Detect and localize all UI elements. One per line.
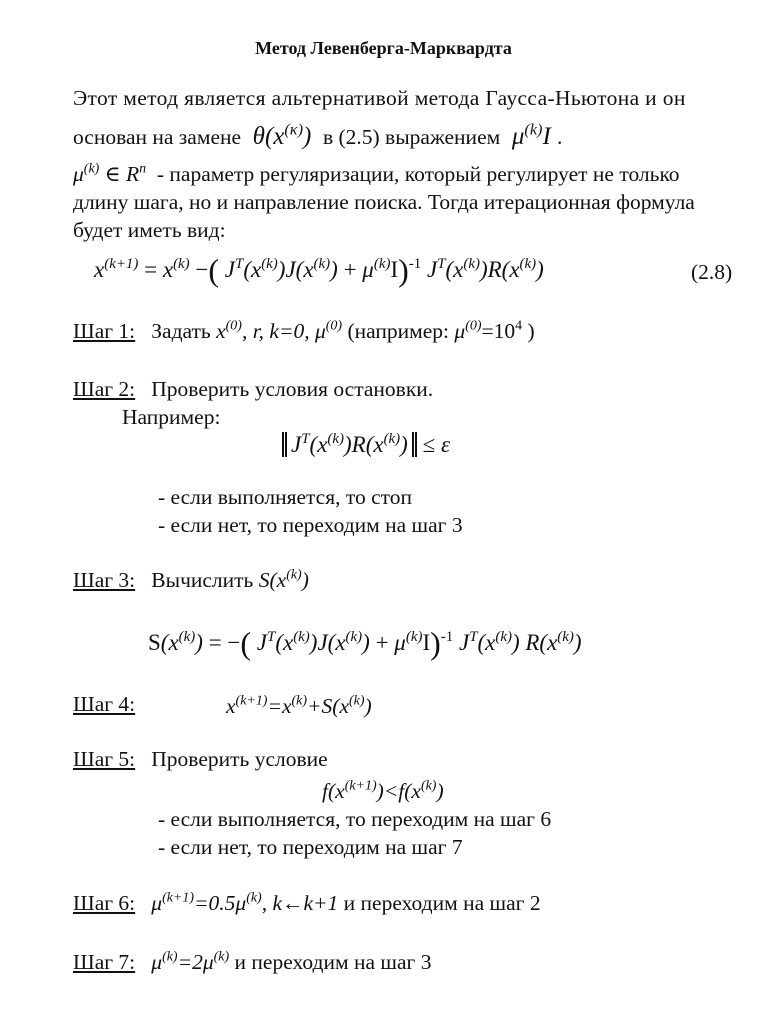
formula-number: (2.8) <box>691 260 733 284</box>
step-2-sub: Например: <box>122 405 221 429</box>
step-5-label: Шаг 5: <box>73 747 136 771</box>
step-7 <box>73 949 432 974</box>
intro-line-3 <box>73 161 680 186</box>
intro-line-3-text: - параметр регуляризации, который регулирует не только <box>156 162 680 186</box>
page-title: Метод Левенберга-Марквардта <box>255 38 512 58</box>
step-7-tail: и переходим на шаг 3 <box>234 950 432 974</box>
step-1-params: $x^{(0)}$, r, k=0, $\mu^{(0)}$ <box>216 318 343 343</box>
intro-line-2-mid: в (2.5) выражением <box>322 125 501 149</box>
step-3 <box>73 567 309 592</box>
intro-line-2-pre: основан на замене <box>73 125 242 149</box>
intro-line-2-end: . <box>557 125 563 149</box>
mu-in-rn-formula: $\mu^{(k)}$ ∈ $R^n$ <box>73 161 147 186</box>
step-2-bullet-1: - если выполняется, то стоп <box>158 485 412 509</box>
step-6-label: Шаг 6: <box>73 891 136 915</box>
step-4-label: Шаг 4: <box>73 692 136 716</box>
norm-bars: $J^T(x^{(k)})R(x^{(k)})$ <box>282 432 417 457</box>
intro-line-4: длину шага, но и направление поиска. Тогда итерационная формула <box>73 190 695 214</box>
step-5-bullet-1: - если выполняется, то переходим на шаг 6 <box>158 807 552 831</box>
intro-line-2 <box>73 120 563 150</box>
step-1 <box>73 318 535 343</box>
step-3-text: Вычислить <box>151 568 254 592</box>
intro-line-5: будет иметь вид: <box>73 218 226 242</box>
step-6 <box>73 890 541 915</box>
step-4 <box>73 694 135 716</box>
s-formula: $S(x^{(k)})$ = −( $J^T(x^{(k)})J(x^{(k)}) + \mu^{(k)}I)^{-1}$ $J^T(x^{(k)})$ $R(x^{(k)})$ <box>148 625 582 661</box>
step-1-example-value: $\mu^{(0)}=10^4$ ) <box>454 318 535 343</box>
step-4-formula: $x^{(k+1)}=x^{(k)}+S(x^{(k)})$ <box>226 693 372 718</box>
step-7-label: Шаг 7: <box>73 950 136 974</box>
step-5-text: Проверить условие <box>151 747 328 771</box>
mu-i-formula: $\mu^{(k)}I$ <box>505 120 558 150</box>
stop-condition-formula: $J^T(x^{(k)})R(x^{(k)}) \le \varepsilon$ <box>282 432 450 458</box>
step-1-example: (например: <box>347 319 450 343</box>
formula-2-8: $x^{(k+1)} = x^{(k)}$ −( $J^T(x^{(k)})J(x^{(k)}) + \mu^{(k)}I)^{-1}$ $J^T(x^{(k)})R(x^{(k)})$ <box>94 252 544 288</box>
step-5-formula: $f(x^{(k+1)})<f(x^{(k)})$ <box>322 778 444 803</box>
step-2 <box>73 379 433 401</box>
step-2-label: Шаг 2: <box>73 377 136 401</box>
step-5 <box>73 749 328 771</box>
step-3-label: Шаг 3: <box>73 568 136 592</box>
step-3-formula: $S(x^{(k)})$ <box>258 567 309 592</box>
step-5-bullet-2: - если нет, то переходим на шаг 7 <box>158 835 463 859</box>
step-1-label: Шаг 1: <box>73 319 136 343</box>
intro-line-1: Этот метод является альтернативой метода Гаусса-Ньютона и он <box>73 86 686 110</box>
step-7-formula: $\mu^{(k)}=2\mu^{(k)}$ <box>151 949 230 974</box>
theta-formula: $\theta(x^{(\kappa)})$ <box>246 120 318 150</box>
step-1-text: Задать <box>151 319 211 343</box>
step-2-bullet-2: - если нет, то переходим на шаг 3 <box>158 513 463 537</box>
step-6-tail: и переходим на шаг 2 <box>343 891 541 915</box>
step-2-text: Проверить условия остановки. <box>151 377 434 401</box>
step-6-formula: $\mu^{(k+1)}=0.5\mu^{(k)}$, k←k+1 <box>151 890 339 915</box>
